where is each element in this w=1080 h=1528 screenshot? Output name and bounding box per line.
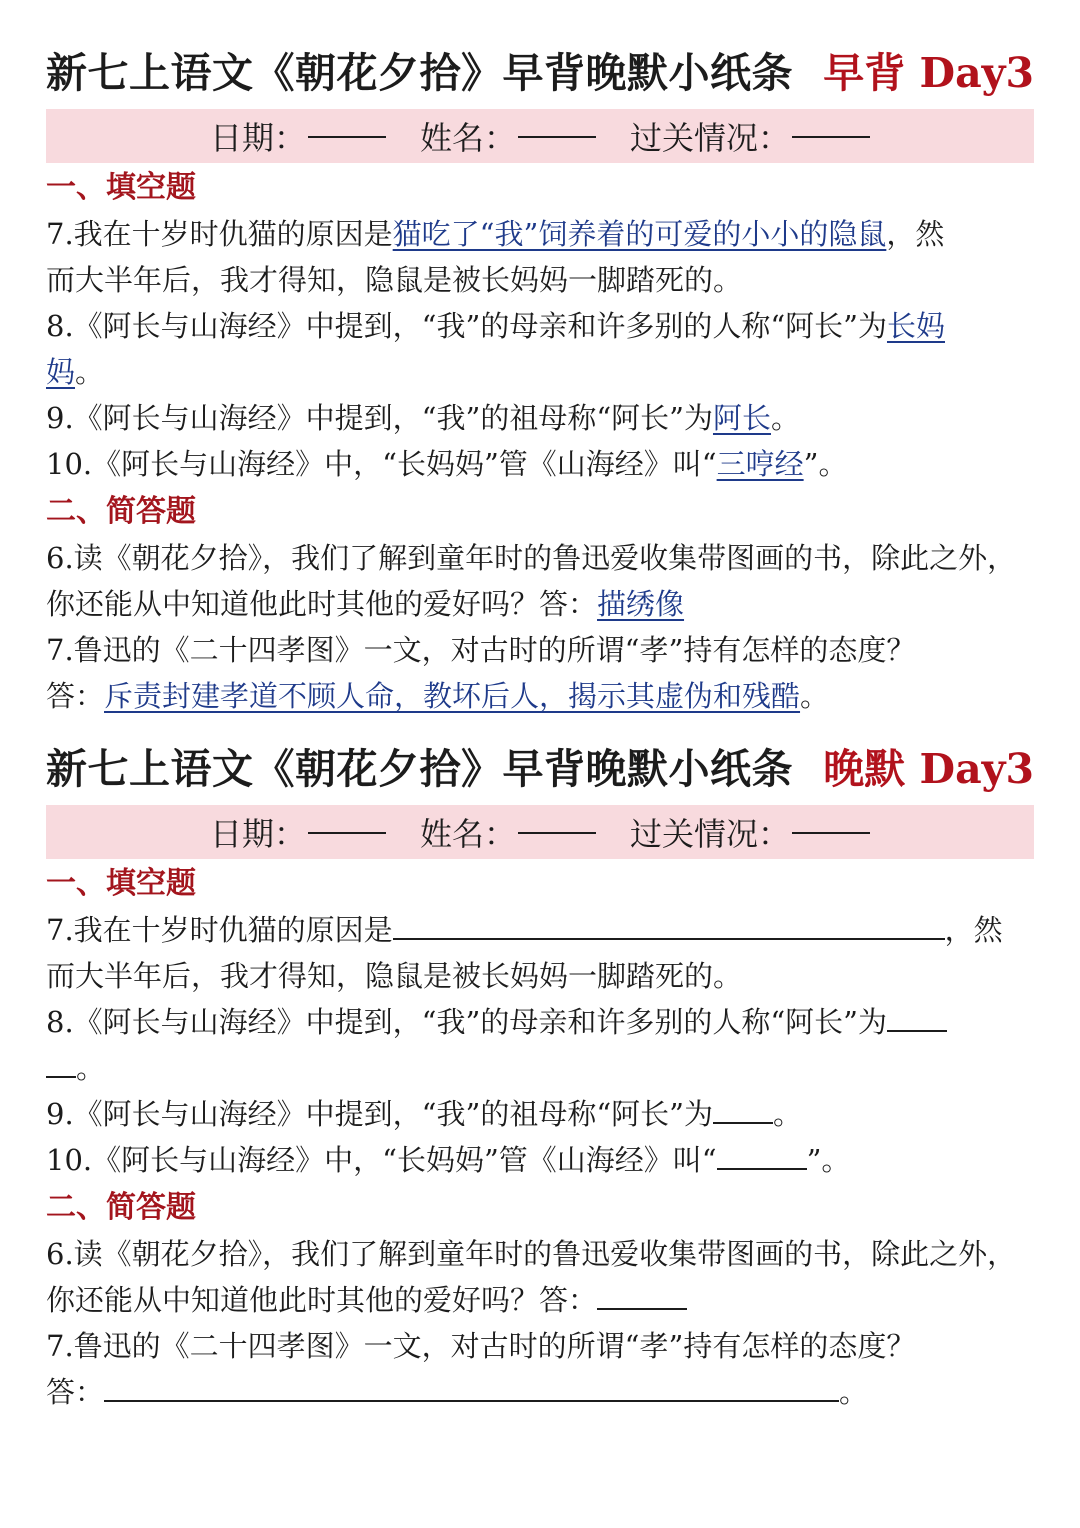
question-text: 7.我在十岁时仇猫的原因是 <box>46 913 393 947</box>
short-question-7-cont <box>46 673 1034 719</box>
question-text: 10.《阿长与山海经》中，“长妈妈”管《山海经》叫“ <box>46 447 717 481</box>
status-blank[interactable] <box>792 135 870 138</box>
question-text: 10.《阿长与山海经》中，“长妈妈”管《山海经》叫“ <box>46 1143 717 1177</box>
question-text: 。 <box>839 1375 869 1409</box>
answer-text: 三哼经 <box>716 447 804 481</box>
short-question-6: 6.读《朝花夕拾》，我们了解到童年时的鲁迅爱收集带图画的书，除此之外， <box>46 541 1017 575</box>
short-question-7-cont <box>46 1369 1034 1415</box>
sheet-tag: 晚默 Day3 <box>823 745 1034 793</box>
question-10 <box>46 1137 1034 1183</box>
answer-blank[interactable] <box>713 1092 773 1124</box>
info-bar <box>46 109 1034 163</box>
name-blank[interactable] <box>518 135 596 138</box>
answer-blank[interactable] <box>393 908 945 940</box>
answer-blank[interactable] <box>597 1278 687 1310</box>
morning-sheet <box>46 36 1034 719</box>
question-9 <box>46 395 1034 441</box>
question-8-cont <box>46 349 1034 395</box>
question-text: ”。 <box>803 447 848 481</box>
answer-text: 阿长 <box>712 401 771 435</box>
date-label: 日期： <box>209 815 306 853</box>
answer-text: 斥责封建孝道不顾人命，教坏后人，揭示其虚伪和残酷 <box>104 679 801 713</box>
question-text: ，然 <box>886 217 945 251</box>
question-7-cont: 而大半年后，我才得知，隐鼠是被长妈妈一脚踏死的。 <box>46 263 743 297</box>
question-text: ，然 <box>944 913 1003 947</box>
sheet-tag: 早背 Day3 <box>823 49 1034 97</box>
status-blank[interactable] <box>792 831 870 834</box>
name-field[interactable] <box>420 113 596 159</box>
short-question-7: 7.鲁迅的《二十四孝图》一文，对古时的所谓“孝”持有怎样的态度？ <box>46 633 916 667</box>
status-field[interactable] <box>630 113 870 159</box>
short-question-6-cont <box>46 1277 1034 1323</box>
status-field[interactable] <box>630 809 870 855</box>
name-field[interactable] <box>420 809 596 855</box>
evening-sheet <box>46 732 1034 1415</box>
question-9 <box>46 1091 1034 1137</box>
short-question-7: 7.鲁迅的《二十四孝图》一文，对古时的所谓“孝”持有怎样的态度？ <box>46 1329 916 1363</box>
sheet-header <box>46 36 1034 106</box>
answer-blank[interactable] <box>887 1000 947 1032</box>
question-text: 7.我在十岁时仇猫的原因是 <box>46 217 393 251</box>
answer-text: 妈 <box>46 355 76 389</box>
section-fill-in-heading: 一、填空题 <box>46 170 196 205</box>
sheet-header <box>46 732 1034 802</box>
status-label: 过关情况： <box>630 815 791 853</box>
name-blank[interactable] <box>518 831 596 834</box>
info-bar <box>46 805 1034 859</box>
question-text: 答： <box>46 679 105 713</box>
date-field[interactable] <box>210 809 386 855</box>
answer-blank[interactable] <box>717 1138 807 1170</box>
question-text: 。 <box>771 401 801 435</box>
question-text: 9.《阿长与山海经》中提到，“我”的祖母称“阿长”为 <box>46 1097 713 1131</box>
question-text: 。 <box>75 355 105 389</box>
question-7 <box>46 907 1034 953</box>
name-label: 姓名： <box>419 815 516 853</box>
question-8 <box>46 999 1034 1045</box>
date-field[interactable] <box>210 113 386 159</box>
question-text: 。 <box>800 679 830 713</box>
question-text: 。 <box>76 1051 106 1085</box>
answer-text: 长妈 <box>886 309 945 343</box>
date-label: 日期： <box>209 119 306 157</box>
question-text: 。 <box>772 1097 802 1131</box>
question-7-cont: 而大半年后，我才得知，隐鼠是被长妈妈一脚踏死的。 <box>46 959 743 993</box>
answer-text: 猫吃了“我”饲养着的可爱的小小的隐鼠 <box>392 217 887 251</box>
section-short-answer-heading: 二、简答题 <box>46 494 196 529</box>
question-8-cont <box>46 1045 1034 1091</box>
question-text: 8.《阿长与山海经》中提到，“我”的母亲和许多别的人称“阿长”为 <box>46 309 887 343</box>
section-fill-in-heading: 一、填空题 <box>46 866 196 901</box>
question-8 <box>46 303 1034 349</box>
answer-text: 描绣像 <box>597 587 685 621</box>
question-text: 你还能从中知道他此时其他的爱好吗？答： <box>46 587 598 621</box>
sheet-title: 新七上语文《朝花夕拾》早背晚默小纸条 <box>46 745 793 793</box>
date-blank[interactable] <box>308 135 386 138</box>
question-text: 9.《阿长与山海经》中提到，“我”的祖母称“阿长”为 <box>46 401 713 435</box>
question-text: ”。 <box>806 1143 851 1177</box>
short-question-6: 6.读《朝花夕拾》，我们了解到童年时的鲁迅爱收集带图画的书，除此之外， <box>46 1237 1017 1271</box>
date-blank[interactable] <box>308 831 386 834</box>
answer-blank[interactable] <box>46 1046 76 1078</box>
question-text: 8.《阿长与山海经》中提到，“我”的母亲和许多别的人称“阿长”为 <box>46 1005 887 1039</box>
section-short-answer-heading: 二、简答题 <box>46 1190 196 1225</box>
sheet-title: 新七上语文《朝花夕拾》早背晚默小纸条 <box>46 49 793 97</box>
question-text: 你还能从中知道他此时其他的爱好吗？答： <box>46 1283 598 1317</box>
question-text: 答： <box>46 1375 105 1409</box>
question-7 <box>46 211 1034 257</box>
name-label: 姓名： <box>419 119 516 157</box>
answer-blank[interactable] <box>104 1370 839 1402</box>
question-10 <box>46 441 1034 487</box>
short-question-6-cont <box>46 581 1034 627</box>
status-label: 过关情况： <box>630 119 791 157</box>
